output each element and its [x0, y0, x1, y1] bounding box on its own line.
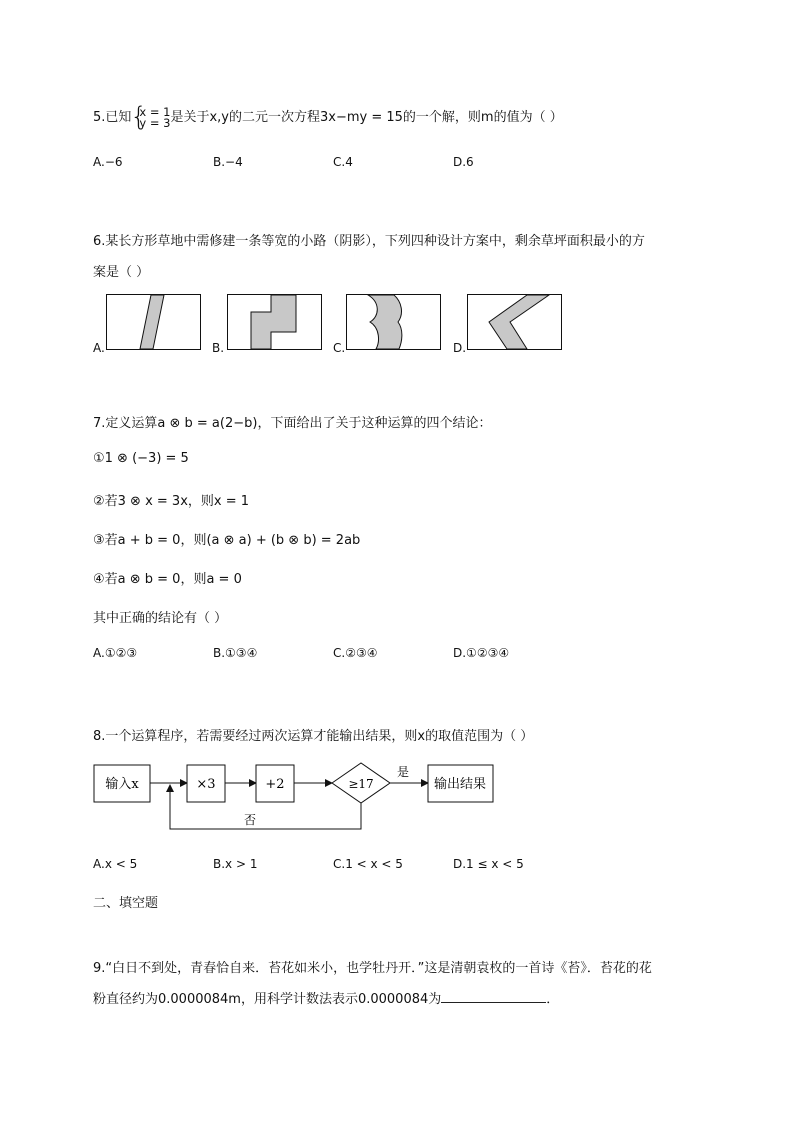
- q8-stem: 8.一个运算程序，若需要经过两次运算才能输出结果，则x的取值范围为（ ）: [93, 729, 534, 744]
- equation-1: x = 1: [139, 104, 171, 119]
- q8-option-b[interactable]: B.x > 1: [213, 857, 258, 871]
- q6-figure-b: [227, 294, 323, 351]
- flow-times3-label: ×3: [196, 777, 216, 792]
- q8-option-d[interactable]: D.1 ≤ x < 5: [453, 857, 524, 871]
- question-5: [93, 101, 563, 132]
- flow-yes-label: 是: [396, 765, 410, 779]
- q7-ask: 其中正确的结论有（ ）: [93, 611, 228, 626]
- equation-2: y = 3: [139, 115, 171, 130]
- answer-blank[interactable]: [441, 990, 546, 1003]
- q9-stem-line2: [93, 988, 559, 1007]
- q6-stem-line1: 6.某长方形草地中需修建一条等宽的小路（阴影），下列四种设计方案中，剩余草坪面积最小的方: [93, 234, 645, 249]
- q7-option-d[interactable]: D.①②③④: [453, 646, 510, 660]
- q8-flowchart: [90, 760, 510, 835]
- q7-option-b[interactable]: B.①③④: [213, 646, 258, 660]
- q6-stem-line2: 案是（ ）: [93, 265, 150, 280]
- q7-statement-3: ③若a + b = 0，则(a ⊗ a) + (b ⊗ b) = 2ab: [93, 533, 361, 548]
- q7-option-a[interactable]: A.①②③: [93, 646, 138, 660]
- section-title: 二、填空题: [93, 896, 159, 911]
- flow-input-label: 输入x: [105, 777, 139, 792]
- q7-statement-2: ②若3 ⊗ x = 3x，则x = 1: [93, 494, 250, 509]
- q7-stem: 7.定义运算a ⊗ b = a(2−b)，下面给出了关于这种运算的四个结论：: [93, 416, 492, 431]
- q5-prefix: 5.已知: [93, 110, 132, 125]
- q8-option-c[interactable]: C.1 < x < 5: [333, 857, 403, 871]
- q6-option-d[interactable]: D.: [453, 341, 467, 355]
- q6-option-a[interactable]: A.: [93, 341, 105, 355]
- flow-condition-label: ≥17: [348, 777, 374, 791]
- q7-statement-4: ④若a ⊗ b = 0，则a = 0: [93, 572, 242, 587]
- q6-option-b[interactable]: B.: [212, 341, 225, 355]
- q5-option-a[interactable]: A.−6: [93, 155, 123, 169]
- q6-option-c[interactable]: C.: [333, 341, 346, 355]
- q5-suffix: 是关于x,y的二元一次方程3x−my = 15的一个解，则m的值为（ ）: [170, 110, 563, 125]
- q7-statement-1: ①1 ⊗ (−3) = 5: [93, 451, 189, 466]
- q6-figure-a: [106, 294, 202, 351]
- q5-option-b[interactable]: B.−4: [213, 155, 243, 169]
- q5-option-d[interactable]: D.6: [453, 155, 474, 169]
- flow-no-label: 否: [243, 813, 257, 827]
- q6-figure-c: [346, 294, 442, 351]
- q9-stem-line1: 9.“白日不到处，青春恰自来．苔花如米小，也学牡丹开．”这是清朝袁枚的一首诗《苔》．苔花的花: [93, 961, 652, 976]
- flow-output-label: 输出结果: [433, 777, 487, 792]
- q8-option-a[interactable]: A.x < 5: [93, 857, 138, 871]
- q9-line2-text: 粉直径约为0.0000084m，用科学计数法表示0.0000084为: [93, 992, 442, 1007]
- q7-option-c[interactable]: C.②③④: [333, 646, 378, 660]
- q9-line2-end: ．: [546, 992, 560, 1007]
- q6-figure-d: [467, 294, 563, 351]
- equation-system: { x = 1 y = 3: [130, 101, 171, 132]
- flow-plus2-label: +2: [265, 777, 285, 792]
- q5-option-c[interactable]: C.4: [333, 155, 353, 169]
